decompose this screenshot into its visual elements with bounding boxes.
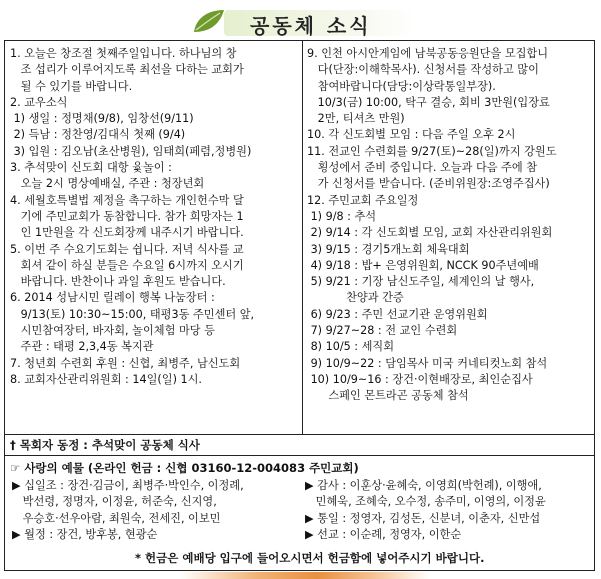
- news-line: 바랍니다. 반찬이나 과일 후원도 받습니다.: [10, 275, 226, 289]
- offering-line: ▶ 선교 : 이순례, 정영자, 이한순: [305, 527, 462, 541]
- offering-line: ▶ 감사 : 이훈상·윤혜숙, 이영희(박헌례), 이행애,: [305, 479, 542, 492]
- news-line: 3) 입원 : 김오남(초산병원), 임태희(페렴,정병원): [10, 144, 252, 158]
- news-line: 2) 득남 : 정찬영/김대식 첫째 (9/4): [10, 128, 186, 142]
- news-line: 11. 전교인 수련회를 9/27(토)~28(일)까지 강원도: [307, 144, 557, 158]
- news-line: 회셔 같이 하실 분들은 수요일 6시까지 오시기: [10, 258, 244, 272]
- news-line: 10/3(금) 10:00, 탁구 결승, 회비 3만원(입장료: [307, 95, 550, 109]
- news-line: 2. 교우소식: [10, 95, 68, 109]
- offering-left: [12, 478, 297, 543]
- news-line: 8. 교회자산관리위원회 : 14일(일) 1시.: [10, 372, 202, 386]
- news-line: 오늘 2시 명상예배실, 주관 : 청장년회: [10, 177, 205, 191]
- news-line: 기에 주민교회가 동참합니다. 참가 희망자는 1: [10, 209, 244, 223]
- news-line: 7. 청년회 수련회 후원 : 신협, 최병주, 남신도회: [10, 356, 241, 370]
- offering-heading: ☞ 사랑의 예물 (온라인 헌금 : 신협 03160-12-004083 주민교회): [10, 461, 359, 475]
- news-line: 1. 오늘은 창조절 첫째주일입니다. 하나님의 창: [10, 47, 237, 60]
- notice-divider: [4, 434, 595, 435]
- news-line: 스페인 몬트라곤 공동체 참석: [307, 389, 469, 403]
- news-line: 2) 9/14 : 각 신도회별 모임, 교회 자산관리위원회: [307, 226, 553, 240]
- news-line: 12. 주민교회 주요일정: [307, 193, 419, 207]
- news-line: 참여바랍니다(담당:이상락통일부장).: [307, 79, 496, 93]
- left-column: [10, 46, 300, 388]
- news-line: 8) 10/5 : 세직회: [307, 340, 395, 354]
- news-line: 횡성에서 준비 중입니다. 오늘과 다음 주에 참: [307, 161, 538, 175]
- news-line: 5. 이번 주 수요기도회는 쉽니다. 저녁 식사를 교: [10, 242, 244, 256]
- offering-divider: [4, 455, 595, 456]
- offering-line: 박선령, 정명자, 이정윤, 허준숙, 신지영,: [12, 495, 217, 509]
- news-line: 1) 9/8 : 추석: [307, 209, 377, 223]
- news-line: 10. 각 신도회별 모임 : 다음 주일 오후 2시: [307, 128, 516, 142]
- news-line: 다(단장:이해학목사). 신청서를 작성하고 많이: [307, 63, 539, 77]
- news-line: 될 수 있기를 바랍니다.: [10, 79, 133, 93]
- news-line: 9) 10/9~22 : 담임목사 미국 커네티컷노회 참석: [307, 356, 548, 370]
- news-line: 1) 생일 : 정명채(9/8), 임창선(9/11): [10, 112, 194, 126]
- offering-line: ▶ 월정 : 장건, 방후봉, 현광순: [12, 527, 158, 541]
- news-line: 9. 인천 아시안게임에 남북공동응원단을 모집합니: [307, 47, 549, 60]
- news-line: 6) 9/23 : 주민 선교기관 운영위원회: [307, 307, 488, 321]
- news-line: 4) 9/18 : 밥+ 은영위원회, NCCK 90주년예배: [307, 258, 539, 272]
- news-line: 10) 10/9~16 : 장건·이현배장로, 최인순집사: [307, 372, 533, 386]
- bottom-decoration: [180, 572, 430, 579]
- news-line: 가 신청서를 받습니다. (준비위원장:조영주집사): [307, 177, 550, 191]
- offering-line: ▶ 통일 : 정영자, 김성돈, 신분녀, 이춘자, 신만섭: [305, 511, 541, 525]
- news-line: 시민참여장터, 바자회, 놀이체험 마당 등: [10, 324, 215, 338]
- right-column: [307, 46, 592, 405]
- offering-line: 민혜욱, 조혜숙, 오수정, 송주미, 이영의, 이정윤: [305, 495, 546, 509]
- news-line: 5) 9/21 : 기장 남신도주일, 세계인의 날 행사,: [307, 275, 535, 289]
- news-line: 6. 2014 성남시민 릴레이 행복 나눔장터 :: [10, 291, 215, 305]
- news-line: 인 1만원을 각 신도회장께 내주시기 바랍니다.: [10, 226, 244, 240]
- news-line: 주관 : 태평 2,3,4동 복지관: [10, 340, 154, 354]
- news-line: 9/13(토) 10:30~15:00, 태평3동 주민센터 앞,: [10, 307, 255, 321]
- news-line: 조 섭리가 이루어지도록 최선을 다하는 교회가: [10, 63, 244, 77]
- column-divider: [302, 40, 303, 434]
- news-line: 찬양과 간증: [307, 291, 404, 305]
- news-line: 3) 9/15 : 경기5개노회 체육대회: [307, 242, 470, 256]
- title-banner: [190, 4, 420, 38]
- offering-right: [305, 478, 590, 543]
- pastor-notice: † 목회자 동정 : 추석맞이 공동체 식사: [10, 438, 200, 452]
- page-title: 공동체 소식: [250, 14, 372, 38]
- news-line: 4. 세월호특별법 제정을 촉구하는 개인헌수막 달: [10, 193, 244, 207]
- offering-line: ▶ 십일조 : 장건·김금이, 최병주·박인수, 이정례,: [12, 479, 244, 492]
- offering-line: 우승호·선우아람, 최원숙, 전세진, 이보민: [12, 511, 221, 525]
- footer-note: * 헌금은 예배당 입구에 들어오시면서 헌금함에 넣어주시기 바랍니다.: [135, 551, 485, 565]
- news-line: 2만, 티셔츠 만원): [307, 112, 405, 126]
- news-line: 7) 9/27~28 : 전 교인 수련회: [307, 324, 458, 338]
- news-line: 3. 추석맞이 신도회 대항 윷놀이 :: [10, 161, 172, 175]
